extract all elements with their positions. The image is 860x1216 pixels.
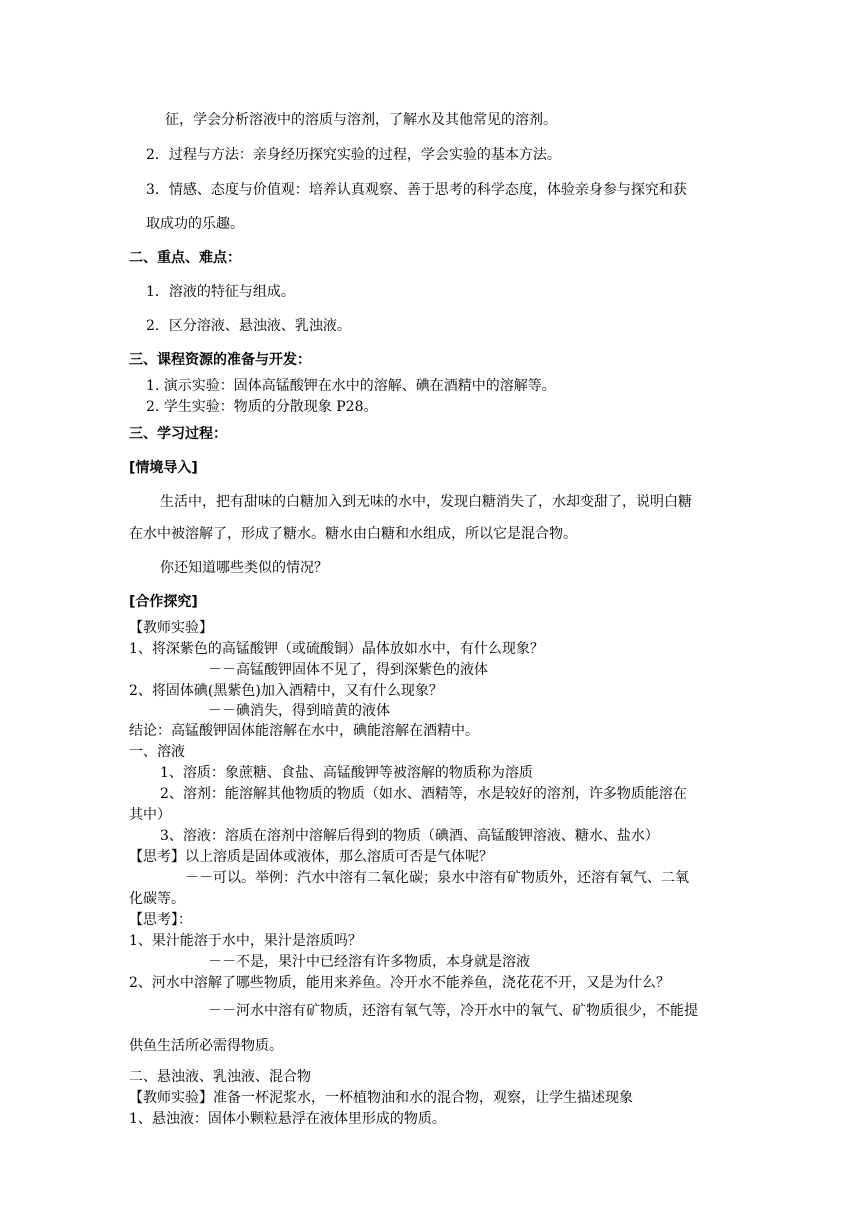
- text-line: 征，学会分析溶液中的溶质与溶剂，了解水及其他常见的溶剂。: [165, 112, 557, 128]
- list-item: 2. 学生实验：物质的分散现象 P28。: [146, 399, 378, 415]
- text-line: 2、将固体碘(黑紫色)加入酒精中，又有什么现象？: [129, 683, 443, 699]
- text-line: 【教师实验】: [129, 620, 213, 636]
- subsection-heading: [合作探究]: [129, 594, 198, 610]
- text-line: 2．过程与方法：亲身经历探究实验的过程，学会实验的基本方法。: [146, 147, 561, 163]
- text-line: 2．区分溶液、悬浊液、乳浊液。: [146, 318, 351, 334]
- text-line: 3．情感、态度与价值观：培养认真观察、善于思考的科学态度，体验亲身参与探究和获: [146, 182, 687, 198]
- text-line: 2、溶剂：能溶解其他物质的物质（如水、酒精等，水是较好的溶剂，许多物质能溶在: [160, 786, 687, 802]
- text-line: 生活中，把有甜味的白糖加入到无味的水中，发现白糖消失了，水却变甜了，说明白糖: [160, 494, 692, 510]
- answer-line: －－不是，果汁中已经溶有许多物质，本身就是溶液: [208, 954, 530, 970]
- text-line: 化碳等。: [129, 891, 185, 907]
- section-heading: 三、课程资源的准备与开发：: [129, 352, 311, 368]
- text-line: 3、溶液：溶质在溶剂中溶解后得到的物质（碘酒、高锰酸钾溶液、糖水、盐水）: [160, 828, 659, 844]
- text-line: 1．溶液的特征与组成。: [146, 284, 295, 300]
- text-line: 一、溶液: [129, 744, 185, 760]
- answer-line: －－河水中溶有矿物质，还溶有氧气等，冷开水中的氧气、矿物质很少，不能提: [208, 1003, 698, 1019]
- answer-line: －－可以。举例：汽水中溶有二氧化碳；泉水中溶有矿物质外，还溶有氧气、二氧: [185, 870, 689, 886]
- answer-line: －－高锰酸钾固体不见了，得到深紫色的液体: [208, 662, 488, 678]
- text-line: 供鱼生活所必需得物质。: [129, 1038, 283, 1054]
- text-line: 【思考】：: [129, 912, 192, 928]
- text-line: 二、悬浊液、乳浊液、混合物: [129, 1069, 311, 1085]
- text-line: 你还知道哪些类似的情况？: [160, 560, 328, 576]
- text-line: 1、悬浊液：固体小颗粒悬浮在液体里形成的物质。: [129, 1111, 446, 1127]
- text-line: 2、河水中溶解了哪些物质，能用来养鱼。冷开水不能养鱼，浇花花不开，又是为什么？: [129, 975, 670, 991]
- text-line: 在水中被溶解了，形成了糖水。糖水由白糖和水组成，所以它是混合物。: [129, 526, 577, 542]
- section-heading: 二、重点、难点：: [129, 250, 241, 266]
- section-heading: 三、学习过程：: [129, 426, 227, 442]
- text-line: 其中）: [129, 807, 171, 823]
- list-item: 1. 演示实验：固体高锰酸钾在水中的溶解、碘在酒精中的溶解等。: [146, 378, 556, 394]
- text-line: 【教师实验】准备一杯泥浆水，一杯植物油和水的混合物，观察，让学生描述现象: [129, 1090, 633, 1106]
- text-line: 【思考】以上溶质是固体或液体，那么溶质可否是气体呢？: [129, 849, 493, 865]
- subsection-heading: [情境导入]: [129, 460, 198, 476]
- text-line: 结论：高锰酸钾固体能溶解在水中，碘能溶解在酒精中。: [129, 723, 479, 739]
- answer-line: －－碘消失，得到暗黄的液体: [208, 703, 390, 719]
- text-line: 取成功的乐趣。: [146, 216, 244, 232]
- text-line: 1、将深紫色的高锰酸钾（或硫酸铜）晶体放如水中，有什么现象？: [129, 641, 544, 657]
- text-line: 1、溶质：象蔗糖、食盐、高锰酸钾等被溶解的物质称为溶质: [160, 765, 533, 781]
- text-line: 1、果汁能溶于水中，果汁是溶质吗？: [129, 933, 362, 949]
